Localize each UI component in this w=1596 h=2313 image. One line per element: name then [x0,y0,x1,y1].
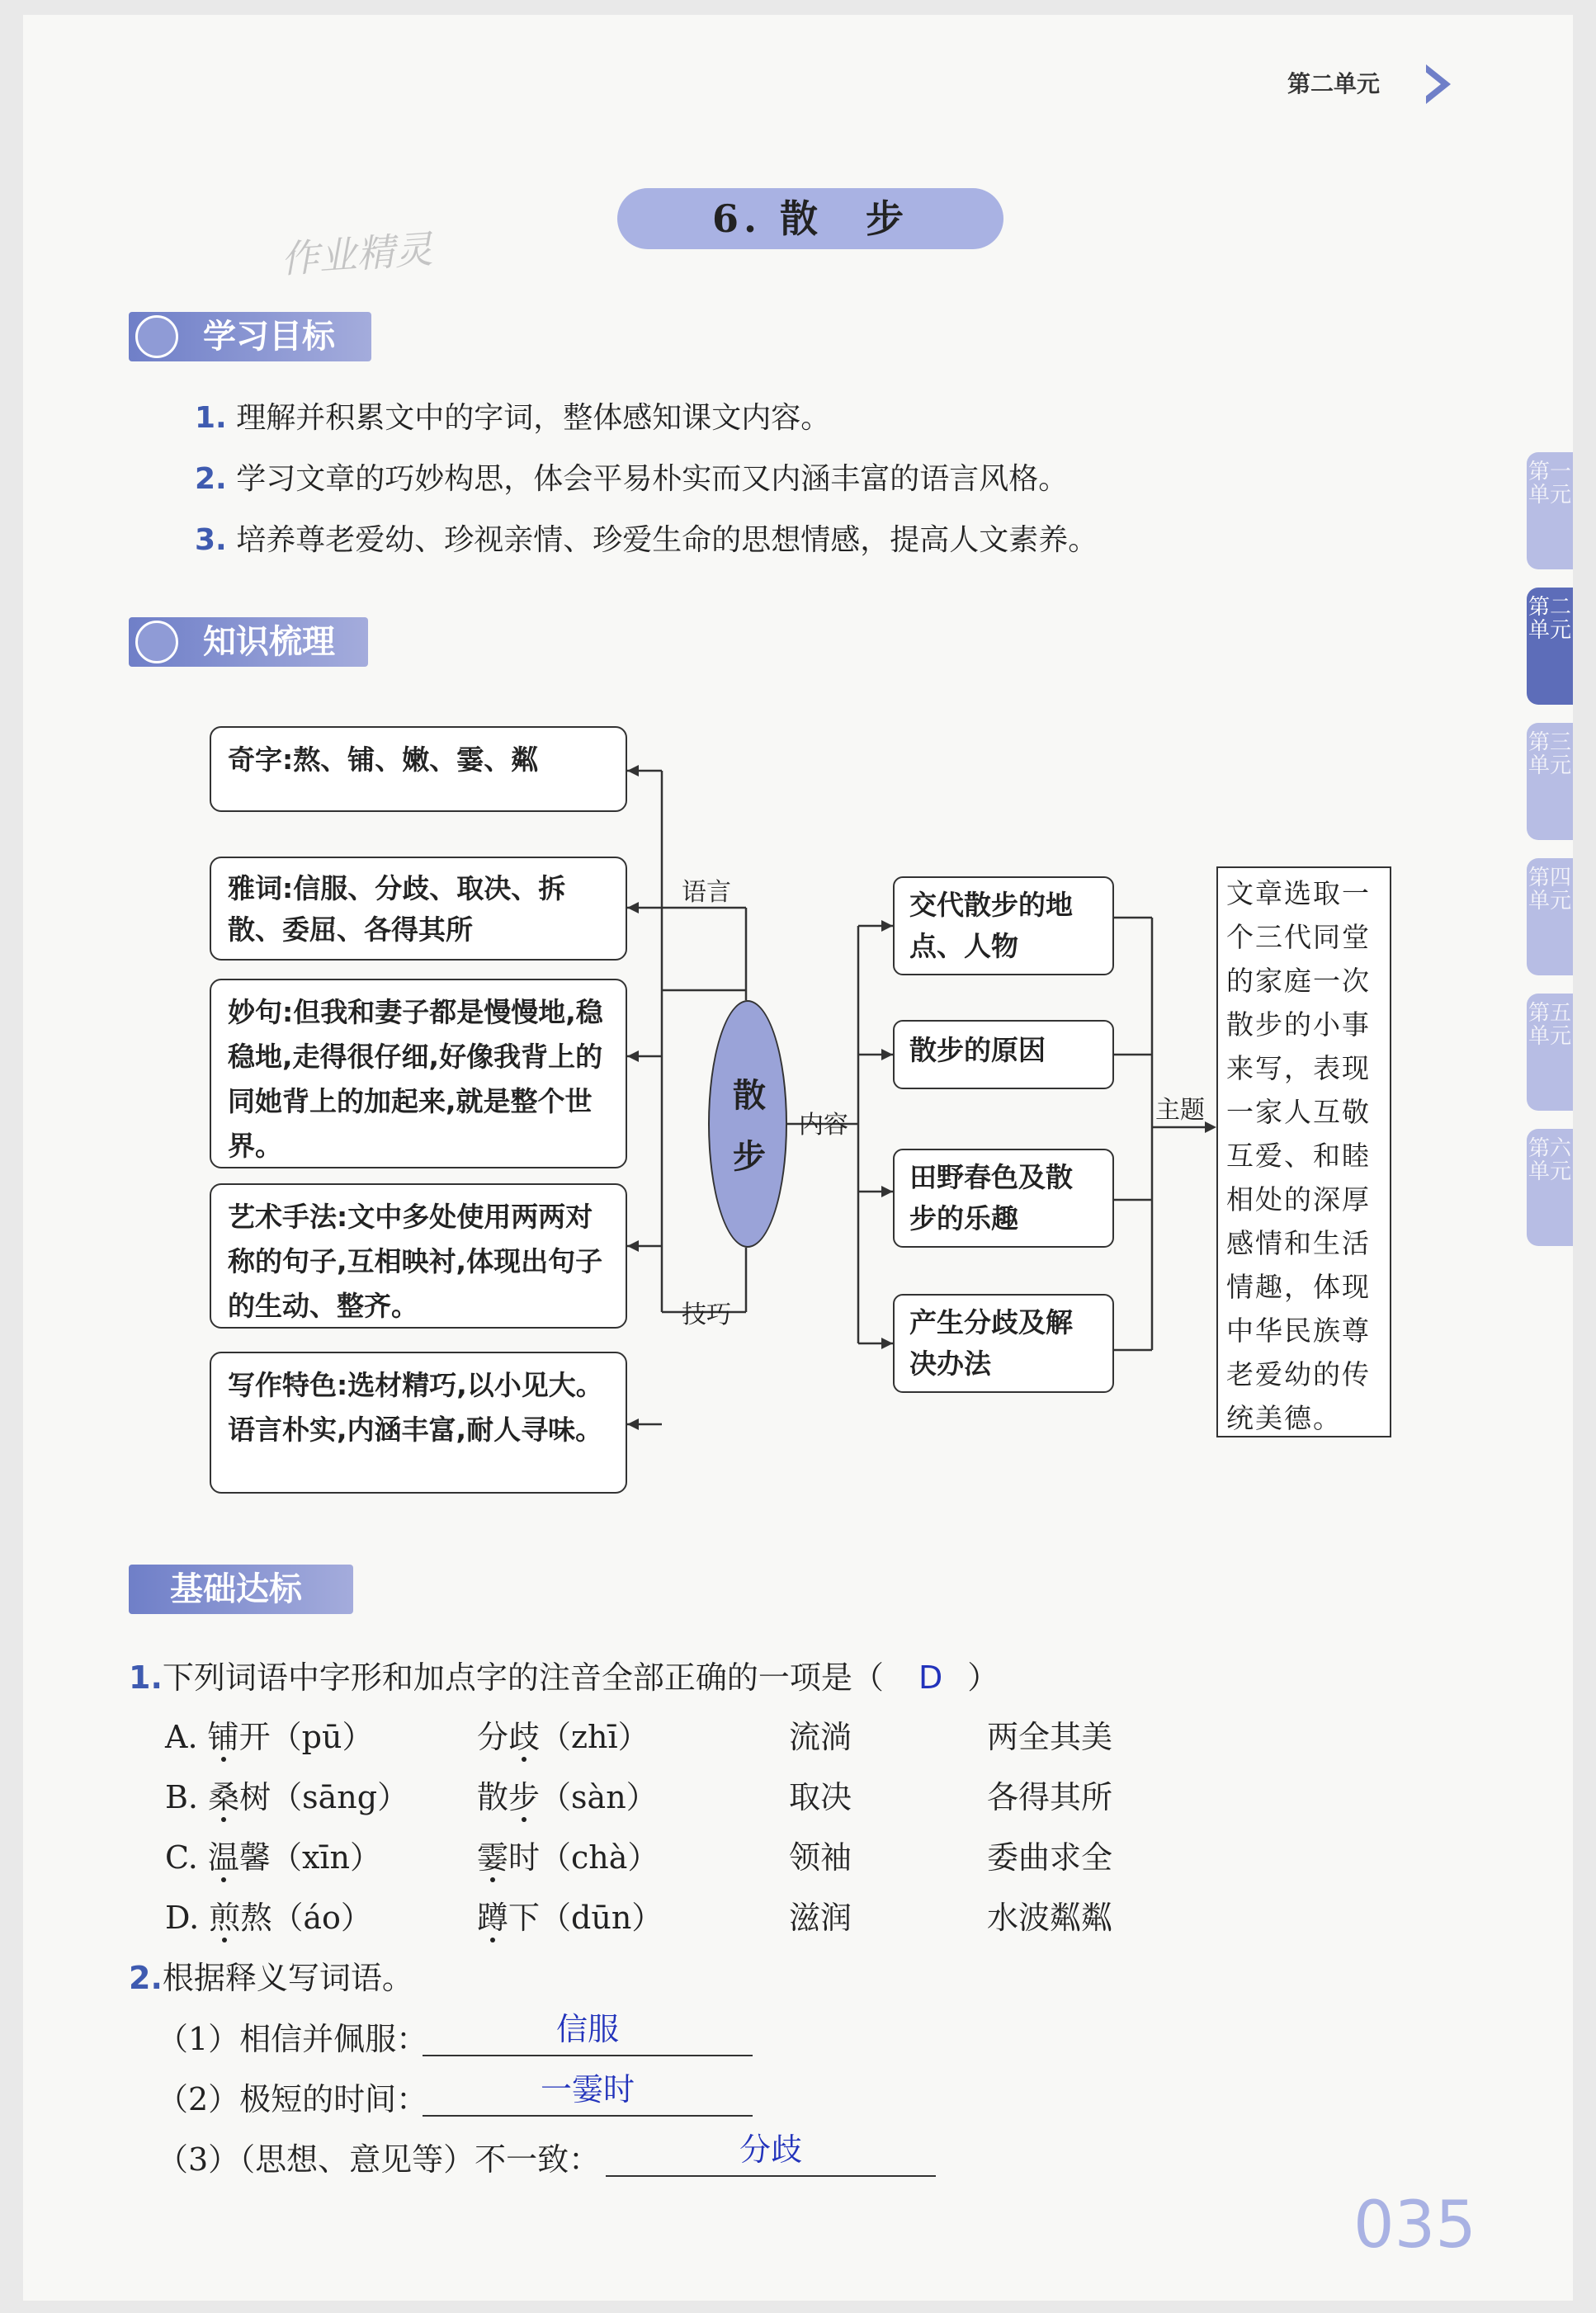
tab-unit-2[interactable]: 第二单元 [1527,588,1573,705]
option-word: 委曲求全 [987,1839,1113,1876]
section-basics-header [129,1565,353,1614]
option-word: 两全其美 [987,1719,1113,1755]
mindmap-left-box: 奇字:熬、铺、嫩、霎、粼 [210,726,627,812]
option-word [477,1711,649,1757]
goal-text: 理解并积累文中的字词，整体感知课文内容。 [236,401,831,435]
lesson-title: 6. 散 步 [617,188,1003,249]
mindmap-content-box: 散步的原因 [893,1020,1114,1089]
option-word [165,1772,408,1817]
mindmap-left-box: 写作特色:选材精巧,以小见大。语言朴实,内涵丰富,耐人寻味。 [210,1352,627,1494]
unit-header-text: 第二单元 [1287,70,1381,97]
pinyin: （zhī） [540,1719,649,1755]
mindmap-content-box: 产生分歧及解决办法 [893,1294,1114,1393]
option-word [477,1832,659,1877]
option-word [477,1892,663,1938]
pinyin: （pū） [270,1719,374,1755]
section-knowledge-title: 知识梳理 [203,623,335,661]
option-word: 水波粼粼 [987,1900,1113,1936]
mindmap-left-box: 妙句:但我和妻子都是慢慢地,稳稳地,走得很仔细,好像我背上的同她背上的加起来,就是整个世界。 [210,979,627,1168]
fill-prompt: （2）极短的时间： [157,2081,428,2117]
option-word [165,1832,381,1877]
fill-prompt: （3）（思想、意见等）不一致： [157,2141,601,2178]
watermark: 作业精灵 [279,226,434,282]
mindmap-left-box: 艺术手法:文中多处使用两两对称的句子,互相映衬,体现出句子的生动、整齐。 [210,1183,627,1329]
pinyin: （sāng） [271,1779,409,1815]
option-text: 分 [477,1719,509,1755]
mindmap-content-box: 交代散步的地点、人物 [893,876,1114,975]
pinyin: （sàn） [540,1779,658,1815]
dotted-char: 煎 [209,1900,241,1936]
option-text: 散 [477,1779,509,1815]
option-letter: C. [165,1839,198,1876]
option-letter: B. [165,1779,199,1815]
filled-answer: 一霎时 [540,2071,635,2108]
option-letter: A. [165,1719,198,1755]
option-word: 领袖 [789,1839,852,1876]
dotted-char: 步 [508,1779,541,1815]
filled-answer: 分歧 [739,2131,802,2168]
question-2 [129,1952,413,1998]
dotted-char: 桑 [208,1779,240,1815]
label-content: 内容 [799,1111,848,1140]
label-theme: 主题 [1155,1096,1205,1125]
goal-num: 2. [195,462,227,496]
option-word [477,1772,658,1817]
goal-text: 培养尊老爱幼、珍视亲情、珍爱生命的思想情感，提高人文素养。 [236,523,1098,557]
tab-unit-3[interactable]: 第三单元 [1527,723,1573,840]
option-word [165,1711,373,1757]
question-num: 1. [129,1659,163,1696]
question-close: ） [967,1659,999,1696]
dotted-char: 霎 [477,1839,509,1876]
option-text: 馨 [238,1839,271,1876]
mindmap-center [708,1000,787,1248]
tab-unit-4[interactable]: 第四单元 [1527,858,1573,975]
option-text: 熬 [240,1900,272,1936]
fill-prompt: （1）相信并佩服： [157,2021,428,2057]
page-number: 035 [1353,2188,1476,2263]
question-1 [129,1652,999,1697]
option-word: 各得其所 [987,1779,1113,1815]
mindmap-left-box: 雅词:信服、分歧、取决、拆散、委屈、各得其所 [210,857,627,961]
goal-text: 学习文章的巧妙构思，体会平易朴实而又内涵丰富的语言风格。 [236,462,1069,496]
label-language: 语言 [682,878,731,907]
dotted-char: 铺 [207,1719,239,1755]
option-word: 滋润 [789,1900,852,1936]
dotted-char: 蹲 [477,1900,509,1936]
section-basics-title: 基础达标 [170,1570,302,1608]
question-stem: 下列词语中字形和加点字的注音全部正确的一项是（ [162,1659,884,1696]
center-char: 步 [733,1138,766,1176]
pinyin: 下（dūn） [508,1900,663,1936]
option-word: 取决 [789,1779,852,1815]
option-letter: D. [165,1900,200,1936]
tab-unit-6[interactable]: 第六单元 [1527,1129,1573,1246]
center-char: 散 [733,1077,766,1115]
tab-unit-1[interactable]: 第一单元 [1527,452,1573,569]
goal-num: 1. [195,401,227,435]
mindmap-content-box: 田野春色及散步的乐趣 [893,1149,1114,1248]
dotted-char: 歧 [508,1719,541,1755]
pinyin: （xīn） [270,1839,381,1876]
section-goals-title: 学习目标 [203,318,335,356]
question-num: 2. [129,1960,163,1996]
dotted-char: 温 [207,1839,239,1876]
option-word [165,1892,372,1938]
option-text: 树 [239,1779,272,1815]
question-stem: 根据释义写词语。 [162,1960,413,1996]
mindmap-theme-box: 文章选取一个三代同堂的家庭一次散步的小事来写，表现一家人互敬互爱、和睦相处的深厚感情和生活情趣，体现中华民族尊老爱幼的传统美德。 [1216,866,1391,1437]
answer-choice: D [918,1659,943,1696]
pinyin: 时（chà） [508,1839,659,1876]
option-text: 开 [238,1719,271,1755]
label-technique: 技巧 [682,1300,731,1329]
option-word: 流淌 [789,1719,852,1755]
goal-num: 3. [195,523,227,557]
tab-unit-5[interactable]: 第五单元 [1527,994,1573,1111]
pinyin: （áo） [272,1900,372,1936]
filled-answer: 信服 [555,2011,619,2047]
